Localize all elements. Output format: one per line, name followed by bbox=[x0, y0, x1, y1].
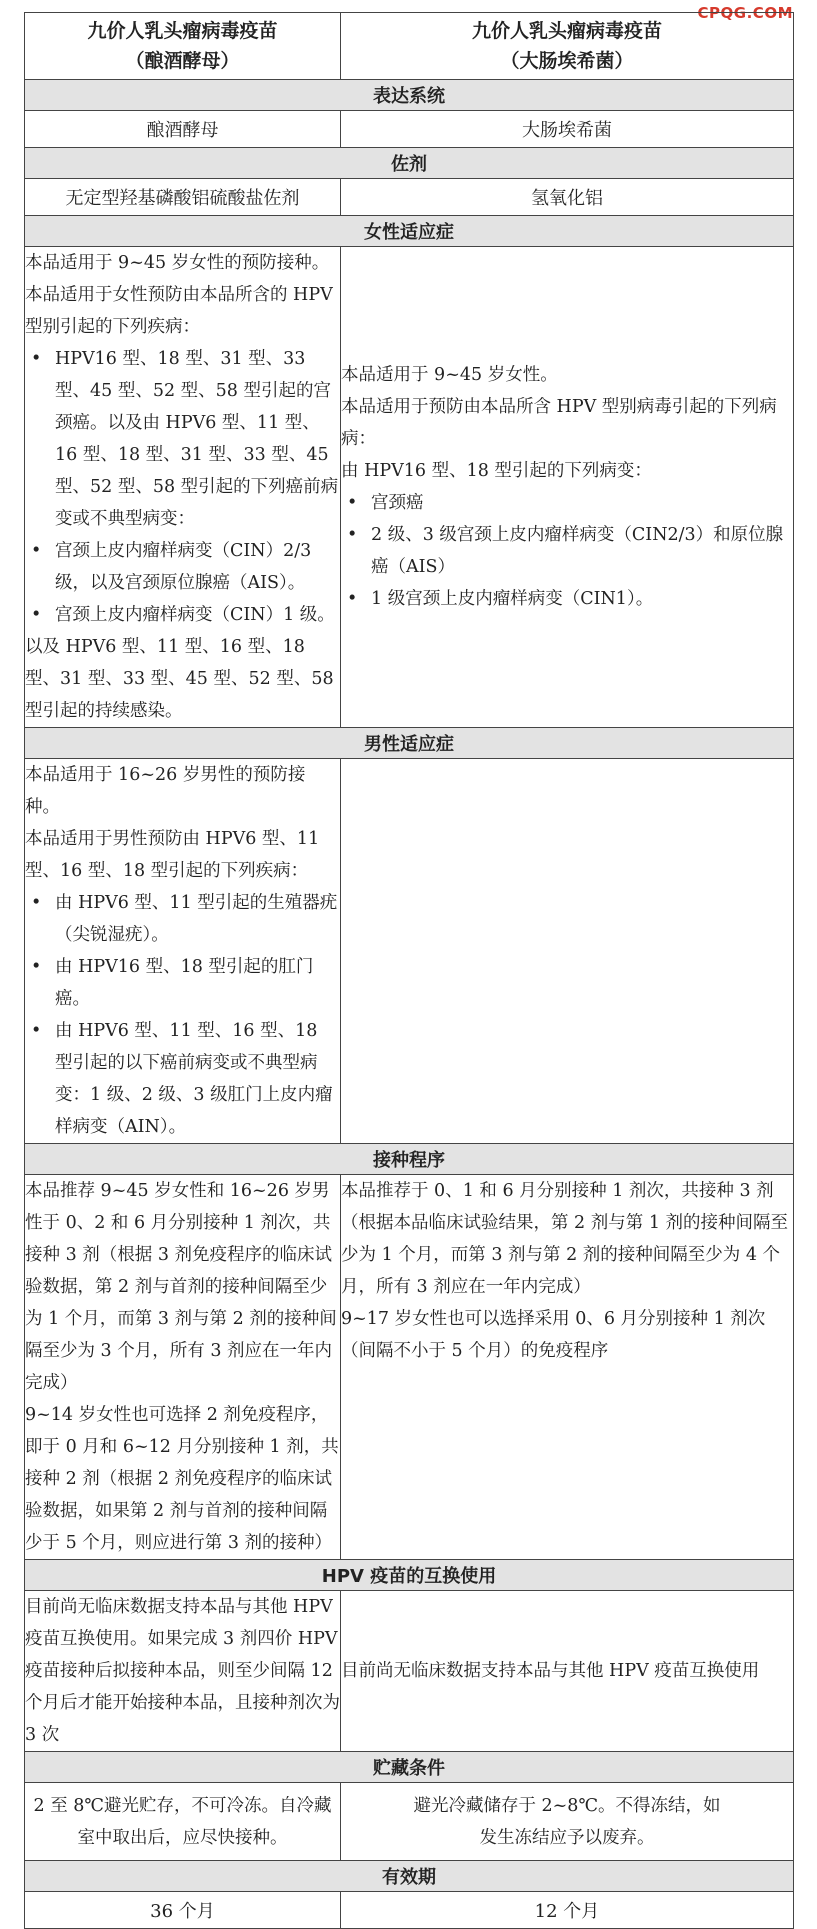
bullet-list bbox=[341, 487, 793, 615]
list-item: • 2 级、3 级宫颈上皮内瘤样病变（CIN2/3）和原位腺癌（AIS） bbox=[341, 519, 793, 583]
cell-left: 酿酒酵母 bbox=[25, 111, 341, 148]
list-item: • 宫颈上皮内瘤样病变（CIN）1 级。 bbox=[25, 599, 340, 631]
section-title: 佐剂 bbox=[25, 148, 794, 179]
list-item: • 由 HPV6 型、11 型引起的生殖器疣（尖锐湿疣）。 bbox=[25, 887, 340, 951]
text-line: 2 至 8℃避光贮存，不可冷冻。自冷藏 bbox=[33, 1795, 332, 1816]
section-title: 男性适应症 bbox=[25, 728, 794, 759]
paragraph: 以及 HPV6 型、11 型、16 型、18 型、31 型、33 型、45 型、52 型、58 型引起的持续感染。 bbox=[25, 637, 334, 721]
header-left-type: （酿酒酵母） bbox=[125, 50, 240, 72]
bullet-list bbox=[25, 887, 340, 1143]
section-title: 女性适应症 bbox=[25, 216, 794, 247]
paragraph: 9~17 岁女性也可以选择采用 0、6 月分别接种 1 剂次（间隔不小于 5 个月）的免疫程序 bbox=[341, 1309, 766, 1361]
section-title: 有效期 bbox=[25, 1861, 794, 1892]
section-interchange bbox=[25, 1560, 794, 1591]
section-expiry bbox=[25, 1861, 794, 1892]
cell-right: 大肠埃希菌 bbox=[341, 111, 794, 148]
paragraph: 本品适用于 16~26 岁男性的预防接种。 bbox=[25, 765, 306, 817]
paragraph: 本品推荐 9~45 岁女性和 16~26 岁男性于 0、2 和 6 月分别接种 1 剂次，共接种 3 剂（根据 3 剂免疫程序的临床试验数据，第 2 剂与首剂的接种间隔至少为 1 个月，而第 3 剂与第 2 剂的接种间隔至少为 3 个月，所有 3 剂应在一年内完成） bbox=[25, 1181, 337, 1393]
section-title: HPV 疫苗的互换使用 bbox=[25, 1560, 794, 1591]
cell-right bbox=[341, 247, 794, 728]
paragraph: 本品适用于男性预防由 HPV6 型、11 型、16 型、18 型引起的下列疾病： bbox=[25, 829, 320, 881]
paragraph: 由 HPV16 型、18 型引起的下列病变： bbox=[341, 461, 652, 481]
section-title: 贮藏条件 bbox=[25, 1752, 794, 1783]
list-item: • 由 HPV16 型、18 型引起的肛门癌。 bbox=[25, 951, 340, 1015]
header-right-type: （大肠埃希菌） bbox=[500, 50, 634, 72]
cell-left: 36 个月 bbox=[25, 1892, 341, 1929]
list-item: • 由 HPV6 型、11 型、16 型、18 型引起的以下癌前病变或不典型病变：1 级、2 级、3 级肛门上皮内瘤样病变（AIN）。 bbox=[25, 1015, 340, 1143]
paragraph: 9~14 岁女性也可选择 2 剂免疫程序，即于 0 月和 6~12 月分别接种 1 剂，共接种 2 剂（根据 2 剂免疫程序的临床试验数据，如果第 2 剂与首剂的接种间隔少于 5 个月，则应进行第 3 剂的接种） bbox=[25, 1405, 339, 1553]
watermark-logo: CPQG.COM bbox=[697, 4, 793, 22]
section-storage bbox=[25, 1752, 794, 1783]
row-storage bbox=[25, 1783, 794, 1861]
cell-right: 目前尚无临床数据支持本品与其他 HPV 疫苗互换使用 bbox=[341, 1591, 794, 1752]
cell-right: 氢氧化铝 bbox=[341, 179, 794, 216]
list-item: • HPV16 型、18 型、31 型、33 型、45 型、52 型、58 型引起的宫颈癌。以及由 HPV6 型、11 型、16 型、18 型、31 型、33 型、45 型、52 型、58 型引起的下列癌前病变或不典型病变： bbox=[25, 343, 340, 535]
header-right-name: 九价人乳头瘤病毒疫苗 bbox=[471, 20, 662, 42]
paragraph: 本品适用于预防由本品所含 HPV 型别病毒引起的下列病病： bbox=[341, 397, 777, 449]
list-item: • 宫颈上皮内瘤样病变（CIN）2/3 级，以及宫颈原位腺癌（AIS）。 bbox=[25, 535, 340, 599]
section-adjuvant bbox=[25, 148, 794, 179]
section-schedule bbox=[25, 1144, 794, 1175]
cell-left bbox=[25, 247, 341, 728]
header-row bbox=[25, 13, 794, 80]
section-expression bbox=[25, 80, 794, 111]
list-item: • 1 级宫颈上皮内瘤样病变（CIN1）。 bbox=[341, 583, 793, 615]
comparison-table bbox=[24, 12, 794, 1929]
cell-right bbox=[341, 1175, 794, 1560]
row-adjuvant bbox=[25, 179, 794, 216]
section-title: 表达系统 bbox=[25, 80, 794, 111]
header-left bbox=[25, 13, 341, 80]
row-expression bbox=[25, 111, 794, 148]
row-interchange bbox=[25, 1591, 794, 1752]
row-expiry bbox=[25, 1892, 794, 1929]
cell-left bbox=[25, 759, 341, 1144]
row-female bbox=[25, 247, 794, 728]
paragraph: （根据本品临床试验结果，第 2 剂与第 1 剂的接种间隔至少为 1 个月，而第 3 剂与第 2 剂的接种间隔至少为 4 个月，所有 3 剂应在一年内完成） bbox=[341, 1213, 789, 1297]
cell-right bbox=[341, 1783, 794, 1861]
cell-left: 目前尚无临床数据支持本品与其他 HPV 疫苗互换使用。如果完成 3 剂四价 HPV 疫苗接种后拟接种本品，则至少间隔 12 个月后才能开始接种本品，且接种剂次为 3 次 bbox=[25, 1591, 341, 1752]
section-female bbox=[25, 216, 794, 247]
header-left-name: 九价人乳头瘤病毒疫苗 bbox=[87, 20, 278, 42]
text-line: 避光冷藏储存于 2~8℃。不得冻结，如 bbox=[413, 1795, 721, 1816]
cell-left bbox=[25, 1783, 341, 1861]
section-title: 接种程序 bbox=[25, 1144, 794, 1175]
text-line: 室中取出后，应尽快接种。 bbox=[77, 1827, 288, 1848]
row-male bbox=[25, 759, 794, 1144]
paragraph: 本品适用于 9~45 岁女性。 bbox=[341, 365, 558, 385]
cell-right-empty bbox=[341, 759, 794, 1144]
cell-right: 12 个月 bbox=[341, 1892, 794, 1929]
bullet-list bbox=[25, 343, 340, 631]
section-male bbox=[25, 728, 794, 759]
paragraph: 本品适用于女性预防由本品所含的 HPV 型别引起的下列疾病： bbox=[25, 285, 333, 337]
paragraph: 本品推荐于 0、1 和 6 月分别接种 1 剂次，共接种 3 剂 bbox=[341, 1181, 774, 1201]
row-schedule bbox=[25, 1175, 794, 1560]
header-right bbox=[341, 13, 794, 80]
text-line: 发生冻结应予以废弃。 bbox=[479, 1827, 655, 1848]
cell-left: 无定型羟基磷酸铝硫酸盐佐剂 bbox=[25, 179, 341, 216]
paragraph: 本品适用于 9~45 岁女性的预防接种。 bbox=[25, 253, 330, 273]
cell-left bbox=[25, 1175, 341, 1560]
list-item: • 宫颈癌 bbox=[341, 487, 793, 519]
